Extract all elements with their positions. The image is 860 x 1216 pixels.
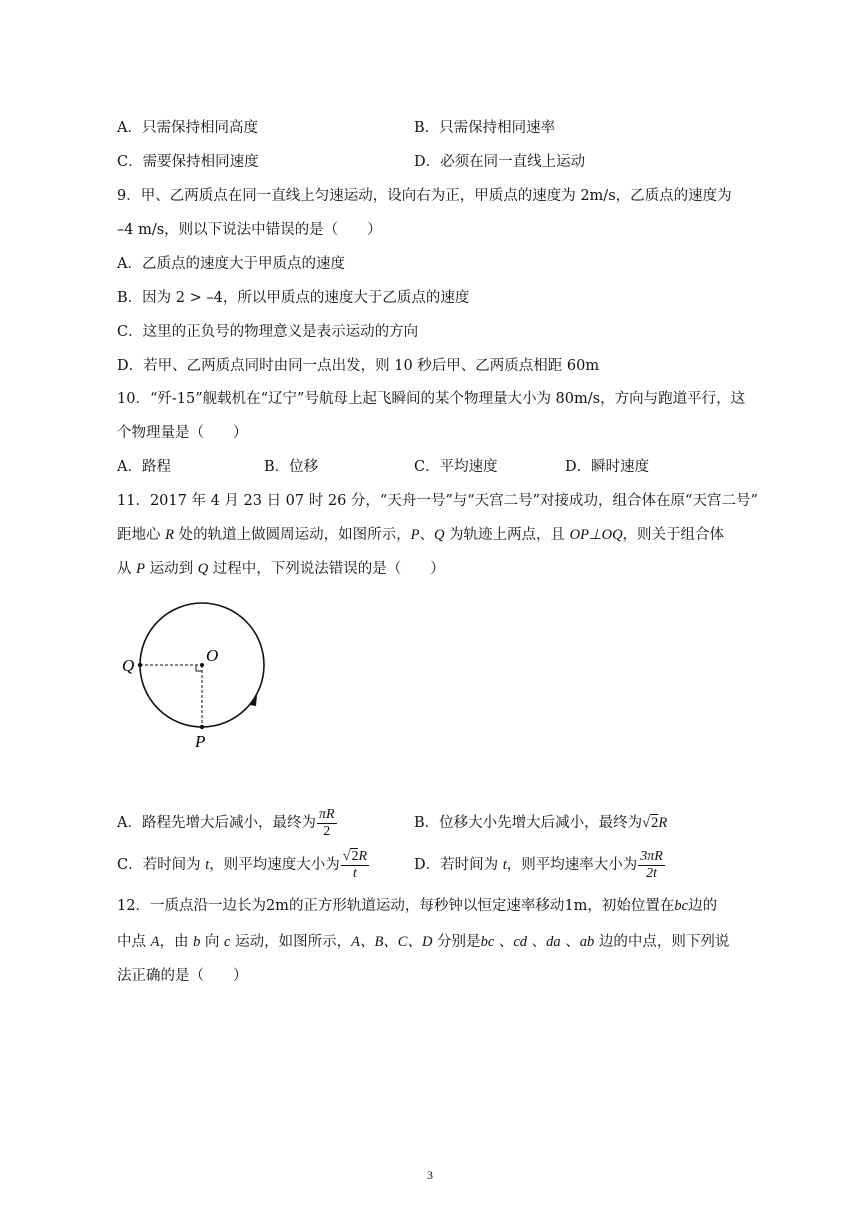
q9-option-c: C．这里的正负号的物理意义是表示运动的方向 bbox=[117, 324, 419, 340]
label-p: P bbox=[195, 732, 206, 751]
q11-stem-line1: 11．2017 年 4 月 23 日 07 时 26 分，“天舟一号”与“天宫二号”对接成功，组合体在原“天宫二号” bbox=[117, 493, 758, 509]
q10-option-d: D．瞬时速度 bbox=[565, 459, 650, 475]
q11-stem-line2: 距地心 R 处的轨道上做圆周运动，如图所示，P、Q 为轨迹上两点，且 OP⊥OQ，则关于组合体 bbox=[117, 527, 725, 543]
orbit-diagram bbox=[110, 595, 280, 760]
q10-stem-line2: 个物理量是（ ） bbox=[117, 425, 248, 441]
q8-option-c: C．需要保持相同速度 bbox=[117, 154, 259, 170]
direction-arrow bbox=[250, 695, 257, 706]
q12-stem-line3: 法正确的是（ ） bbox=[117, 968, 248, 984]
q10-option-c: C．平均速度 bbox=[414, 459, 498, 475]
q12-stem-line2: 中点 A，由 b 向 c 运动，如图所示，A、B、C、D 分别是bc 、cd 、da 、ab 边的中点，则下列说 bbox=[117, 934, 730, 950]
q9-stem-line2: –4 m/s，则以下说法中错误的是（ ） bbox=[117, 222, 382, 238]
fraction-pi-r-over-2: $\frac{\pi R}{2}$ bbox=[318, 806, 335, 839]
point-q bbox=[138, 663, 142, 667]
q11-option-b: B．位移大小先增大后减小，最终为√2R bbox=[414, 815, 668, 831]
q10-option-b: B．位移 bbox=[264, 459, 319, 475]
label-q: Q bbox=[122, 656, 135, 675]
q9-option-b: B．因为 2 > –4，所以甲质点的速度大于乙质点的速度 bbox=[117, 290, 470, 306]
q12-stem-line1: 12．一质点沿一边长为2m的正方形轨道运动，每秒钟以恒定速率移动1m，初始位置在bc边的 bbox=[117, 898, 718, 914]
q9-stem-line1: 9．甲、乙两质点在同一直线上匀速运动，设向右为正，甲质点的速度为 2m/s，乙质点的速度为 bbox=[117, 188, 732, 204]
point-o bbox=[200, 663, 204, 667]
q10-option-a: A．路程 bbox=[117, 459, 171, 475]
q8-option-b: B．只需保持相同速率 bbox=[414, 120, 556, 136]
q9-option-d: D．若甲、乙两质点同时由同一点出发，则 10 秒后甲、乙两质点相距 60m bbox=[117, 358, 600, 374]
fraction-3pir-over-2t: $\frac{3\pi R}{2t}$ bbox=[640, 848, 663, 881]
q8-option-a: A．只需保持相同高度 bbox=[117, 120, 258, 136]
q10-stem-line1: 10．“歼-15”舰载机在“辽宁”号航母上起飞瞬间的某个物理量大小为 80m/s，方向与跑道平行，这 bbox=[117, 391, 746, 407]
q11-option-a: A．路程先增大后减小，最终为 $\frac{\pi R}{2}$ bbox=[117, 806, 335, 839]
fraction-sqrt2r-over-t: $\frac{√2R}{t}$ bbox=[342, 848, 367, 881]
q11-option-d: D．若时间为 t，则平均速率大小为 $\frac{3\pi R}{2t}$ bbox=[414, 848, 663, 881]
point-p bbox=[200, 725, 204, 729]
page-number: 3 bbox=[427, 1168, 433, 1182]
q11-stem-line3: 从 P 运动到 Q 过程中，下列说法错误的是（ ） bbox=[117, 561, 445, 577]
label-o: O bbox=[206, 646, 219, 665]
q11-option-c: C．若时间为 t，则平均速度大小为 $\frac{√2R}{t}$ bbox=[117, 848, 367, 881]
q8-option-d: D．必须在同一直线上运动 bbox=[414, 154, 586, 170]
sqrt2-r: √2R bbox=[642, 815, 668, 831]
q9-option-a: A．乙质点的速度大于甲质点的速度 bbox=[117, 256, 345, 272]
